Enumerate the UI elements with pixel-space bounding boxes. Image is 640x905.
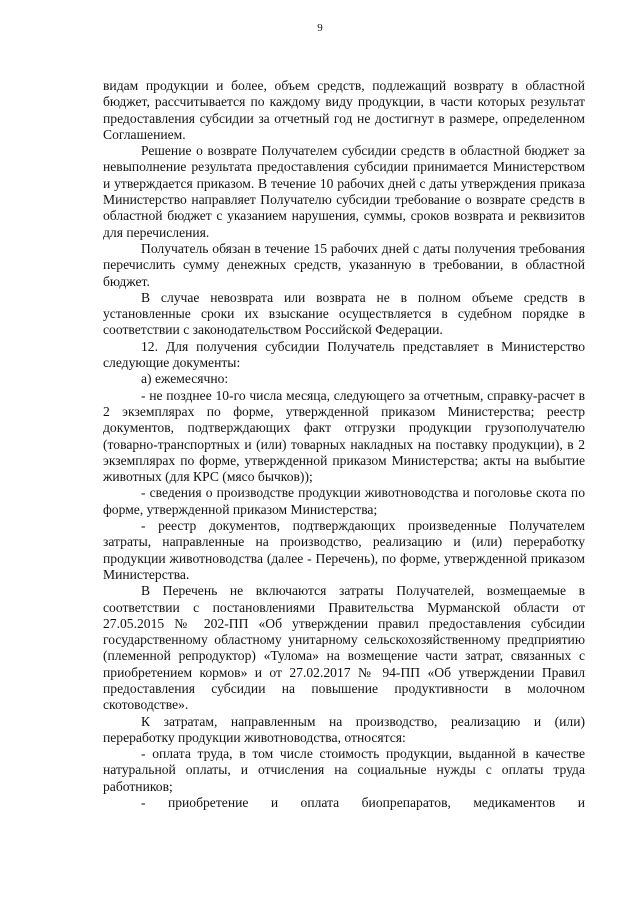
page-number: 9 [317, 22, 323, 34]
paragraph: - приобретение и оплата биопрепаратов, медикаментов и [141, 795, 585, 811]
paragraph: К затратам, направленным на производство, реализацию и (или) переработку продукции животноводства, относятся: [103, 713, 585, 745]
paragraph: В случае невозврата или возврата не в полном объеме средств в установленные сроки их взыскание осуществляется в судебном порядке в соответствии с законодательством Российской Федерации. [103, 289, 585, 338]
paragraph: а) ежемесячно: [141, 371, 229, 387]
document-body [103, 78, 585, 811]
paragraph: В Перечень не включаются затраты Получателей, возмещаемые в соответствии с постановлениями Правительства Мурманской области от 27.05.2015 № 202-ПП «Об утверждении правил предоставления субсидии государственному областному унитарному сельскохозяйственному предприятию (племенной репродуктор) «Тулома» на возмещение части затрат, связанных с приобретением кормов» и от 27.02.2017 № 94-ПП «Об утверждении Правил предоставления субсидии на повышение продуктивности в молочном скотоводстве». [103, 583, 585, 713]
paragraph: 12. Для получения субсидии Получатель представляет в Министерство следующие документы: [103, 338, 585, 371]
paragraph: Получатель обязан в течение 15 рабочих дней с даты получения требования перечислить сумму денежных средств, указанную в требовании, в областной бюджет. [103, 240, 585, 289]
paragraph: - не позднее 10-го числа месяца, следующего за отчетным, справку-расчет в 2 экземплярах по форме, утвержденной приказом Министерства; реестр документов, подтверждающих факт отгрузки продукции грузополучателю (товарно-транспортных и (или) товарных накладных на поставку продукции), в 2 экземплярах по форме, утвержденной приказом Министерства; акты на выбытие животных (для КРС (мясо бычков)); [103, 387, 585, 485]
paragraph: - реестр документов, подтверждающих произведенные Получателем затраты, направленные на производство, реализацию и (или) переработку продукции животноводства (далее - Перечень), по форме, утвержденной приказом Министерства. [103, 518, 585, 582]
paragraph: Решение о возврате Получателем субсидии средств в областной бюджет за невыполнение результата предоставления субсидии принимается Министерством и утверждается приказом. В течение 10 рабочих дней с даты утверждения приказа Министерство направляет Получателю субсидии требование о возврате средств в областной бюджет с указанием нарушения, суммы, сроков возврата и реквизитов для перечисления. [103, 143, 585, 240]
paragraph: видам продукции и более, объем средств, подлежащий возврату в областной бюджет, рассчитывается по каждому виду продукции, в части которых результат предоставления субсидии за отчетный год не достигнут в размере, определенном Соглашением. [103, 78, 585, 142]
paragraph: - сведения о производстве продукции животноводства и поголовье скота по форме, утвержденной приказом Министерства; [103, 485, 585, 517]
paragraph: - оплата труда, в том числе стоимость продукции, выданной в качестве натуральной оплаты, и отчисления на социальные нужды с оплаты труда работников; [103, 746, 585, 794]
